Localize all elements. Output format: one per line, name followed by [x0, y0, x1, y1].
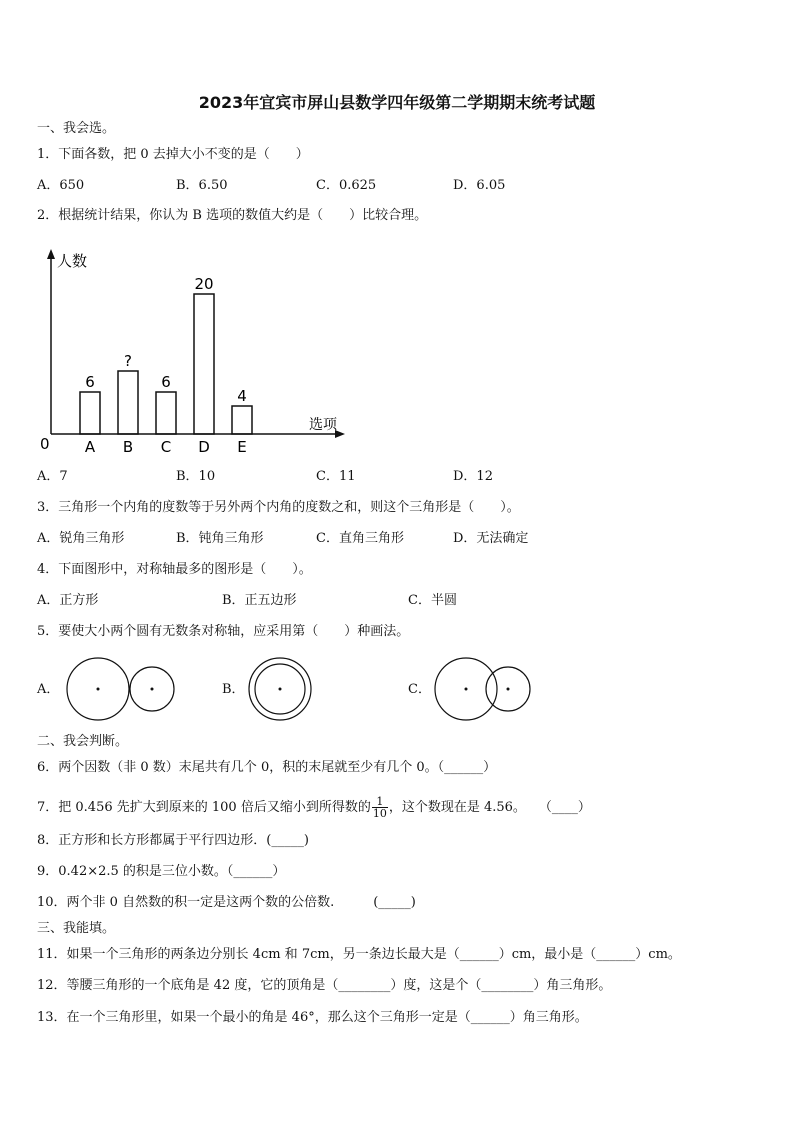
q4-option-c[interactable]: C．半圆 — [408, 593, 457, 608]
q3-option-a[interactable]: A．锐角三角形 — [37, 531, 125, 546]
q3-option-d[interactable]: D．无法确定 — [453, 531, 529, 546]
data-label-C: 6 — [161, 373, 171, 391]
page-title: 2023年宜宾市屏山县数学四年级第二学期期末统考试题 — [198, 93, 596, 112]
question-2: 2．根据统计结果，你认为 B 选项的数值大约是（ ）比较合理。 — [37, 208, 428, 223]
fraction-denominator: 10 — [372, 807, 387, 820]
q5-option-c[interactable]: C． — [408, 682, 431, 697]
question-3: 3．三角形一个内角的度数等于另外两个内角的度数之和，则这个三角形是（ ）。 — [37, 500, 520, 515]
question-9: 9．0.42×2.5 的积是三位小数。（______） — [37, 864, 286, 879]
x-axis-label: 选项 — [309, 417, 337, 433]
q1-option-b[interactable]: B．6.50 — [176, 178, 228, 193]
x-tick-label-A: A — [84, 438, 96, 456]
q5-option-b[interactable]: B． — [222, 682, 245, 697]
center-dot — [97, 688, 100, 691]
question-7 — [37, 796, 591, 819]
q3-option-c[interactable]: C．直角三角形 — [316, 531, 404, 546]
bar-D — [194, 294, 214, 434]
center-dot — [279, 688, 282, 691]
section-heading-choice: 一、我会选。 — [37, 121, 116, 136]
data-label-E: 4 — [237, 387, 247, 405]
q5-figure-c-circles — [431, 655, 541, 725]
data-label-A: 6 — [85, 373, 95, 391]
q5-option-a[interactable]: A． — [37, 682, 60, 697]
q4-option-b[interactable]: B．正五边形 — [222, 593, 297, 608]
y-axis-arrow — [47, 249, 55, 259]
center-dot — [151, 688, 154, 691]
section-heading-fill: 三、我能填。 — [37, 921, 116, 936]
q2-option-c[interactable]: C．11 — [316, 469, 356, 484]
data-label-B: ? — [124, 352, 132, 370]
q7-text-before: 7．把 0.456 先扩大到原来的 100 倍后又缩小到所得数的 — [37, 800, 371, 815]
question-10: 10．两个非 0 自然数的积一定是这两个数的公倍数. (_____) — [37, 895, 416, 910]
bar-chart — [30, 243, 350, 458]
bar-C — [156, 392, 176, 434]
q2-option-a[interactable]: A．7 — [37, 469, 68, 484]
x-tick-label-D: D — [198, 438, 210, 456]
question-4: 4．下面图形中，对称轴最多的图形是（ ）。 — [37, 562, 312, 577]
q3-option-b[interactable]: B．钝角三角形 — [176, 531, 264, 546]
section-heading-judge: 二、我会判断。 — [37, 734, 129, 749]
fraction-numerator: 1 — [372, 796, 388, 808]
q1-option-c[interactable]: C．0.625 — [316, 178, 377, 193]
center-dot — [465, 688, 468, 691]
q5-figure-a-circles — [63, 655, 183, 725]
fraction-one-tenth — [372, 796, 388, 819]
data-label-D: 20 — [194, 275, 214, 293]
q7-text-after: ，这个数现在是 4.56。 （____） — [388, 800, 591, 815]
question-11: 11．如果一个三角形的两条边分别长 4cm 和 7cm，另一条边长最大是（______）cm，最小是（______）cm。 — [37, 947, 681, 962]
q2-option-d[interactable]: D．12 — [453, 469, 493, 484]
question-5: 5．要使大小两个圆有无数条对称轴，应采用第（ ）种画法。 — [37, 624, 410, 639]
q2-option-b[interactable]: B．10 — [176, 469, 216, 484]
center-dot — [507, 688, 510, 691]
x-tick-label-C: C — [160, 438, 172, 456]
x-tick-label-B: B — [122, 438, 134, 456]
question-6: 6．两个因数（非 0 数）末尾共有几个 0，积的末尾就至少有几个 0。（______） — [37, 760, 497, 775]
question-8: 8．正方形和长方形都属于平行四边形．(_____) — [37, 833, 309, 848]
q1-option-d[interactable]: D．6.05 — [453, 178, 506, 193]
question-12: 12．等腰三角形的一个底角是 42 度，它的顶角是（________）度，这是个（________）角三角形。 — [37, 978, 612, 993]
q4-option-a[interactable]: A．正方形 — [37, 593, 99, 608]
x-tick-label-E: E — [237, 438, 247, 456]
q1-option-a[interactable]: A．650 — [37, 178, 85, 193]
bar-E — [232, 406, 252, 434]
y-axis-label: 人数 — [57, 252, 88, 270]
question-1: 1．下面各数，把 0 去掉大小不变的是（ ） — [37, 147, 309, 162]
bar-B — [118, 371, 138, 434]
q5-figure-b-circles — [246, 655, 316, 725]
question-13: 13．在一个三角形里，如果一个最小的角是 46°，那么这个三角形一定是（______）角三角形。 — [37, 1010, 588, 1025]
origin-label: 0 — [40, 435, 50, 453]
bar-A — [80, 392, 100, 434]
